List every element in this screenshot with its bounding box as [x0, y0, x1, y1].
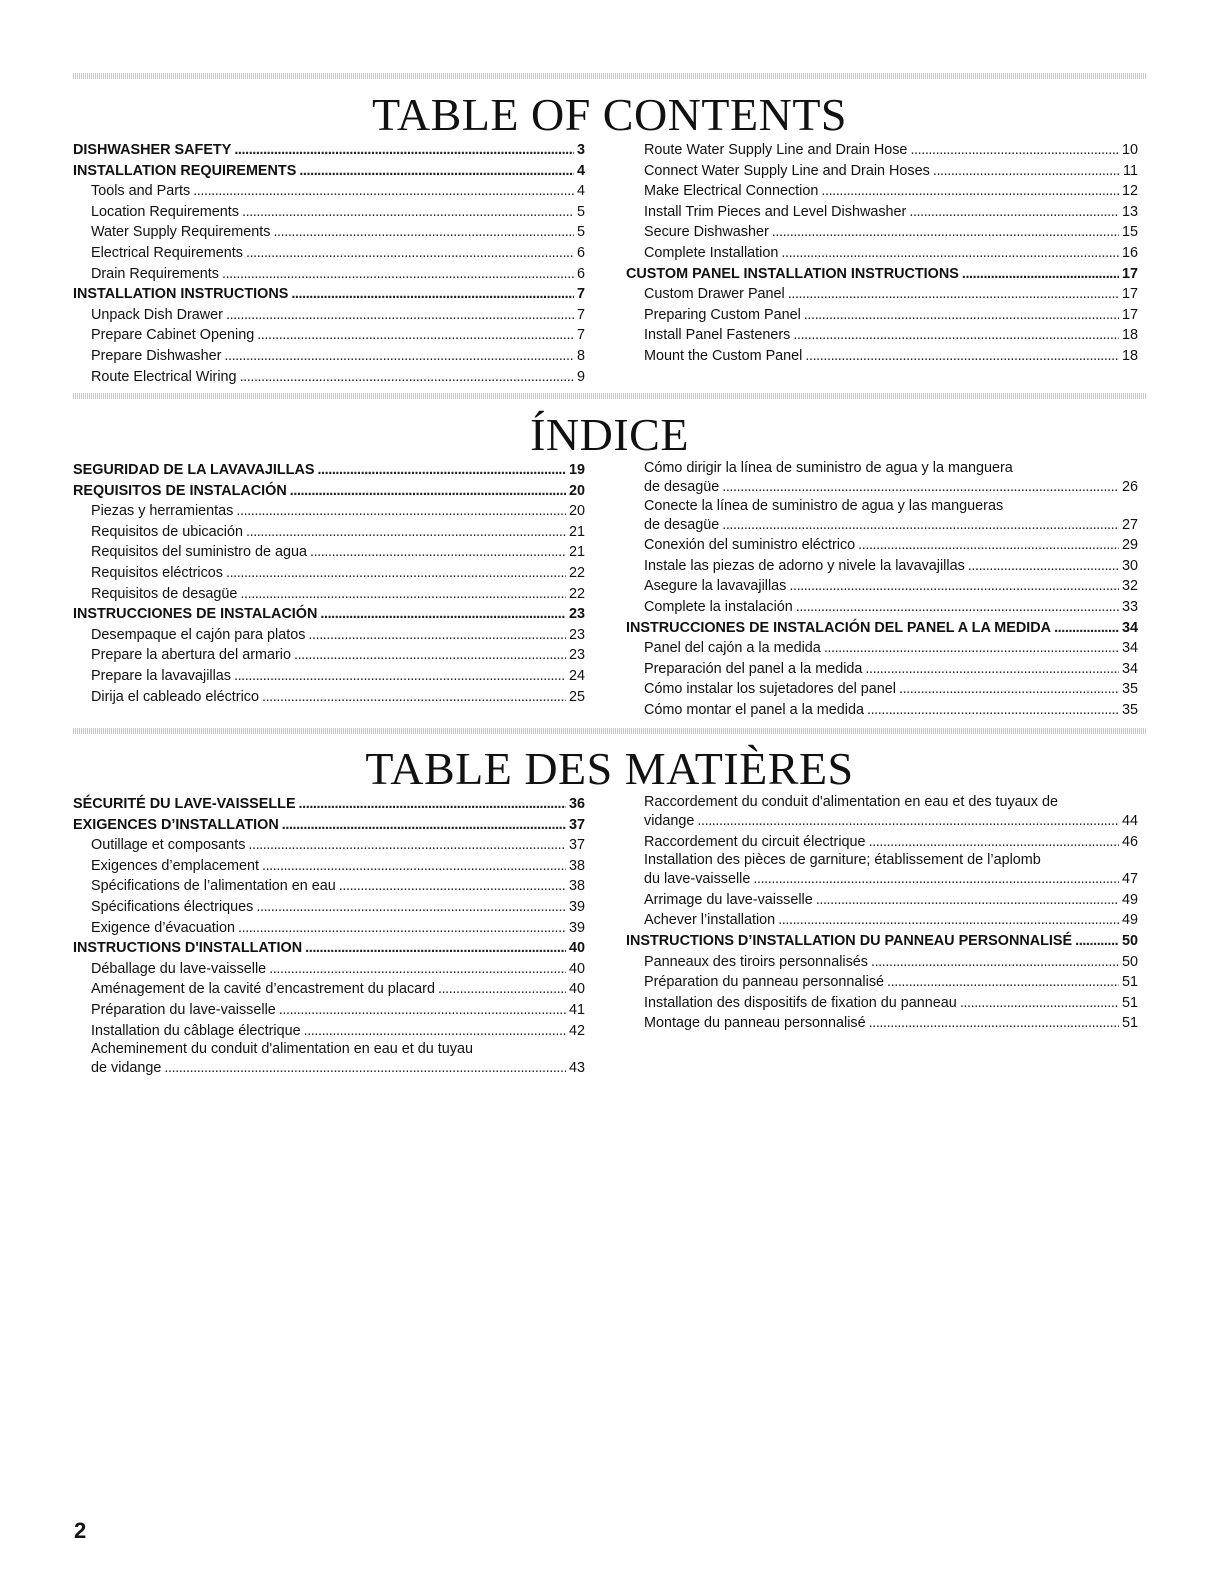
dot-leader	[234, 140, 574, 161]
dot-leader	[234, 666, 566, 687]
toc-entry-label: Make Electrical Connection	[644, 183, 819, 200]
toc-entry[interactable]	[73, 501, 585, 522]
toc-entry-page: 40	[568, 940, 585, 957]
toc-section-entry[interactable]	[626, 931, 1138, 952]
toc-entry-label: Instale las piezas de adorno y nivele la lavavajillas	[644, 557, 965, 574]
toc-entry[interactable]	[626, 869, 1138, 890]
toc-entry-label: Route Water Supply Line and Drain Hose	[644, 142, 908, 158]
dot-leader	[238, 918, 566, 939]
toc-entry[interactable]	[626, 832, 1138, 853]
toc-entry-label: DISHWASHER SAFETY	[73, 142, 232, 158]
toc-entry-page: 49	[1121, 912, 1138, 929]
toc-entry-label: Route Electrical Wiring	[91, 368, 237, 385]
toc-column-left	[73, 140, 585, 387]
dot-leader	[869, 832, 1119, 853]
dot-leader	[697, 811, 1119, 832]
toc-entry[interactable]	[626, 325, 1138, 346]
toc-entry-label: Arrimage du lave-vaisselle	[644, 891, 813, 908]
toc-entry-label: du lave-vaisselle	[644, 871, 751, 888]
toc-entry-page: 38	[568, 878, 585, 895]
toc-entry-label: Prepare Cabinet Opening	[91, 327, 255, 344]
toc-entry-page: 11	[1123, 162, 1138, 179]
toc-entry-page: 36	[568, 796, 585, 812]
toc-entry-label: Water Supply Requirements	[91, 224, 271, 241]
toc-entry-label: Prepare la lavavajillas	[91, 667, 231, 684]
toc-entry-page: 4	[576, 162, 585, 179]
toc-entry-label: Cómo instalar los sujetadores del panel	[644, 681, 896, 698]
toc-section-entry[interactable]	[73, 815, 585, 836]
toc-entry[interactable]	[73, 959, 585, 980]
toc-entry-page: 46	[1121, 833, 1138, 850]
toc-entry-page: 39	[568, 919, 585, 936]
dot-leader	[317, 460, 566, 481]
dot-leader	[222, 264, 574, 285]
toc-entry[interactable]	[626, 346, 1138, 367]
toc-entry-label: INSTALLATION INSTRUCTIONS	[73, 286, 289, 303]
toc-entry[interactable]	[73, 625, 585, 646]
toc-entry-page: 39	[568, 898, 585, 915]
toc-column-right	[626, 794, 1138, 1034]
toc-entry-page: 40	[568, 960, 585, 977]
toc-entry-page: 47	[1121, 871, 1138, 888]
toc-entry[interactable]	[626, 1013, 1138, 1034]
toc-entry[interactable]	[73, 687, 585, 708]
dot-leader	[962, 264, 1119, 285]
toc-entry-label: Raccordement du circuit électrique	[644, 833, 866, 850]
toc-entry[interactable]	[73, 522, 585, 543]
section-title: TABLE OF CONTENTS	[371, 89, 848, 140]
toc-entry-page: 51	[1121, 1015, 1138, 1032]
toc-entry-page: 21	[568, 544, 585, 561]
toc-entry-page: 33	[1121, 598, 1138, 615]
toc-entry[interactable]	[626, 477, 1138, 498]
dot-leader	[290, 481, 566, 502]
toc-entry[interactable]	[626, 952, 1138, 973]
toc-entry[interactable]	[626, 202, 1138, 223]
dot-leader	[867, 700, 1119, 721]
toc-entry-label: Aménagement de la cavité d’encastrement du placard	[91, 981, 435, 998]
toc-entry-page: 37	[568, 816, 585, 833]
toc-entry-page: 49	[1121, 891, 1138, 908]
toc-entry[interactable]	[626, 679, 1138, 700]
toc-entry-page: 23	[568, 626, 585, 643]
dot-leader	[262, 856, 566, 877]
toc-entry-label: INSTALLATION REQUIREMENTS	[73, 162, 297, 179]
toc-entry-page: 18	[1121, 347, 1138, 364]
toc-entry-label: Unpack Dish Drawer	[91, 306, 223, 323]
toc-entry-page: 24	[568, 667, 585, 684]
toc-section-entry[interactable]	[73, 284, 585, 305]
toc-entry[interactable]	[73, 835, 585, 856]
dot-leader	[248, 835, 566, 856]
dot-leader	[310, 542, 566, 563]
toc-entry-page: 23	[568, 606, 585, 623]
toc-entry[interactable]	[626, 140, 1138, 161]
toc-entry-label: Mount the Custom Panel	[644, 347, 803, 364]
toc-entry-label: Exigence d’évacuation	[91, 919, 236, 936]
toc-entry-page: 8	[576, 347, 585, 364]
toc-entry-label: EXIGENCES D’INSTALLATION	[73, 816, 279, 833]
toc-entry[interactable]	[73, 542, 585, 563]
dot-leader	[294, 645, 566, 666]
toc-entry[interactable]	[626, 597, 1138, 618]
toc-entry-page: 17	[1121, 265, 1138, 282]
toc-entry-page: 50	[1121, 953, 1138, 970]
toc-entry-label: vidange	[644, 813, 695, 829]
toc-entry-label: de desagüe	[644, 516, 720, 533]
toc-entry-page: 32	[1121, 578, 1138, 595]
dot-leader	[772, 222, 1119, 243]
toc-entry[interactable]	[73, 243, 585, 264]
toc-entry-page: 34	[1121, 619, 1138, 636]
dot-leader	[339, 876, 566, 897]
dot-leader	[788, 284, 1119, 305]
dot-leader	[805, 346, 1119, 367]
toc-entry-label: Installation du câblage électrique	[91, 1022, 301, 1039]
toc-column-right	[626, 460, 1138, 721]
dot-leader	[279, 1000, 566, 1021]
toc-entry-label: Montage du panneau personnalisé	[644, 1015, 866, 1032]
section-rule	[73, 728, 1146, 734]
dot-leader	[804, 305, 1119, 326]
toc-entry-page: 50	[1121, 932, 1138, 949]
toc-entry[interactable]	[626, 910, 1138, 931]
toc-entry-page: 20	[568, 503, 585, 520]
dot-leader	[282, 815, 566, 836]
toc-entry-label: Secure Dishwasher	[644, 224, 769, 241]
toc-entry-page: 44	[1121, 813, 1138, 829]
dot-leader	[240, 584, 566, 605]
toc-entry-page: 21	[568, 523, 585, 540]
dot-leader	[871, 952, 1119, 973]
toc-entry[interactable]	[626, 305, 1138, 326]
toc-entry-page: 38	[568, 857, 585, 874]
toc-entry-label: Spécifications de l’alimentation en eau	[91, 878, 336, 895]
toc-entry[interactable]	[73, 264, 585, 285]
toc-entry[interactable]	[626, 972, 1138, 993]
page-number: 2	[74, 1518, 87, 1543]
toc-entry[interactable]	[626, 993, 1138, 1014]
dot-leader	[257, 325, 574, 346]
toc-entry[interactable]	[626, 556, 1138, 577]
dot-leader	[1075, 931, 1119, 952]
toc-entry-page: 7	[576, 286, 585, 303]
toc-column-right	[626, 140, 1138, 367]
toc-entry-label: Preparación del panel a la medida	[644, 660, 863, 677]
toc-entry-page: 10	[1121, 142, 1138, 158]
dot-leader	[299, 161, 574, 182]
toc-section-entry[interactable]	[73, 140, 585, 161]
toc-entry-label: INSTRUCTIONS D'INSTALLATION	[73, 940, 303, 957]
toc-entry-page: 51	[1121, 994, 1138, 1011]
toc-entry[interactable]	[73, 645, 585, 666]
dot-leader	[226, 305, 574, 326]
toc-entry[interactable]	[626, 181, 1138, 202]
dot-leader	[722, 515, 1119, 536]
toc-entry[interactable]	[73, 1021, 585, 1042]
toc-entry[interactable]	[73, 325, 585, 346]
dot-leader	[909, 202, 1119, 223]
toc-entry-page: 34	[1121, 640, 1138, 657]
toc-entry[interactable]	[73, 563, 585, 584]
dot-leader	[320, 604, 566, 625]
toc-entry[interactable]	[626, 243, 1138, 264]
dot-leader	[753, 869, 1119, 890]
toc-entry[interactable]	[626, 638, 1138, 659]
toc-entry-page: 41	[568, 1001, 585, 1018]
dot-leader	[960, 993, 1119, 1014]
dot-leader	[240, 367, 574, 388]
toc-entry-label: Achever l’installation	[644, 912, 776, 929]
dot-leader	[1054, 618, 1119, 639]
toc-entry-label: Requisitos de ubicación	[91, 523, 243, 540]
toc-section-entry[interactable]	[73, 460, 585, 481]
dot-leader	[224, 346, 574, 367]
toc-entry-label: SEGURIDAD DE LA LAVAVAJILLAS	[73, 462, 315, 478]
toc-entry[interactable]	[73, 918, 585, 939]
dot-leader	[164, 1058, 566, 1079]
toc-entry[interactable]	[626, 659, 1138, 680]
dot-leader	[226, 563, 566, 584]
toc-entry[interactable]	[73, 979, 585, 1000]
toc-entry[interactable]	[73, 856, 585, 877]
toc-entry-line: Cómo dirigir la línea de suministro de agua y la manguera	[644, 460, 1013, 476]
toc-entry-page: 6	[576, 244, 585, 261]
section-rule	[73, 73, 1146, 79]
dot-leader	[781, 243, 1119, 264]
dot-leader	[796, 597, 1119, 618]
toc-entry-label: Connect Water Supply Line and Drain Hoses	[644, 162, 930, 179]
toc-entry-label: Prepare la abertura del armario	[91, 647, 291, 664]
dot-leader	[304, 1021, 566, 1042]
dot-leader	[269, 959, 566, 980]
toc-section-entry[interactable]	[73, 604, 585, 625]
toc-entry-label: Preparing Custom Panel	[644, 306, 801, 323]
toc-entry-page: 7	[576, 306, 585, 323]
toc-entry[interactable]	[626, 535, 1138, 556]
dot-leader	[438, 979, 566, 1000]
toc-section-entry[interactable]	[73, 938, 585, 959]
toc-entry-label: Préparation du lave-vaisselle	[91, 1001, 276, 1018]
toc-entry[interactable]	[626, 576, 1138, 597]
dot-leader	[899, 679, 1119, 700]
toc-entry-page: 19	[568, 462, 585, 478]
toc-entry[interactable]	[73, 181, 585, 202]
toc-entry-label: Complete la instalación	[644, 598, 793, 615]
toc-entry-page: 25	[568, 688, 585, 705]
dot-leader	[256, 897, 566, 918]
toc-entry-label: REQUISITOS DE INSTALACIÓN	[73, 482, 287, 499]
dot-leader	[865, 659, 1119, 680]
toc-entry-page: 13	[1121, 203, 1138, 220]
section-title: ÍNDICE	[530, 409, 689, 460]
toc-entry-page: 43	[568, 1060, 585, 1077]
toc-entry-page: 22	[568, 585, 585, 602]
toc-entry-label: Requisitos eléctricos	[91, 564, 223, 581]
toc-entry-label: Spécifications électriques	[91, 898, 254, 915]
toc-entry-page: 18	[1121, 327, 1138, 344]
toc-entry[interactable]	[626, 811, 1138, 832]
toc-entry[interactable]	[73, 1058, 585, 1079]
dot-leader	[933, 161, 1120, 182]
toc-entry-label: SÉCURITÉ DU LAVE-VAISSELLE	[73, 796, 296, 812]
toc-entry-line: Raccordement du conduit d'alimentation en eau et des tuyaux de	[644, 794, 1058, 810]
toc-entry[interactable]	[626, 222, 1138, 243]
toc-entry-label: Prepare Dishwasher	[91, 347, 222, 364]
toc-entry-page: 27	[1121, 516, 1138, 533]
toc-entry-label: CUSTOM PANEL INSTALLATION INSTRUCTIONS	[626, 265, 959, 282]
toc-entry-line: Installation des pièces de garniture; établissement de l’aplomb	[644, 852, 1041, 869]
toc-section-entry[interactable]	[73, 481, 585, 502]
toc-entry-label: Desempaque el cajón para platos	[91, 626, 306, 643]
toc-entry[interactable]	[73, 1000, 585, 1021]
toc-entry-label: Tools and Parts	[91, 183, 191, 200]
dot-leader	[242, 202, 574, 223]
dot-leader	[299, 794, 566, 815]
toc-entry-label: Piezas y herramientas	[91, 503, 234, 520]
toc-entry-page: 35	[1121, 701, 1138, 718]
toc-entry-page: 40	[568, 981, 585, 998]
dot-leader	[262, 687, 566, 708]
dot-leader	[246, 243, 574, 264]
toc-entry[interactable]	[73, 584, 585, 605]
toc-entry-label: Panel del cajón a la medida	[644, 640, 821, 657]
dot-leader	[193, 181, 574, 202]
toc-entry-page: 16	[1121, 244, 1138, 261]
toc-entry-label: Complete Installation	[644, 244, 779, 261]
toc-entry-line: Conecte la línea de suministro de agua y las mangueras	[644, 497, 1004, 514]
toc-entry-label: Requisitos del suministro de agua	[91, 544, 307, 561]
toc-entry-page: 20	[568, 482, 585, 499]
toc-entry-label: Conexión del suministro eléctrico	[644, 537, 856, 554]
toc-entry-page: 23	[568, 647, 585, 664]
toc-entry-page: 15	[1121, 224, 1138, 241]
dot-leader	[291, 284, 574, 305]
toc-entry-page: 51	[1121, 974, 1138, 991]
toc-entry-label: Install Panel Fasteners	[644, 327, 791, 344]
dot-leader	[793, 325, 1119, 346]
toc-column-left	[73, 460, 585, 707]
toc-entry-page: 9	[576, 368, 585, 385]
toc-section-entry[interactable]	[73, 161, 585, 182]
dot-leader	[246, 522, 566, 543]
toc-entry-label: INSTRUCCIONES DE INSTALACIÓN	[73, 606, 318, 623]
dot-leader	[236, 501, 566, 522]
dot-leader	[273, 222, 574, 243]
toc-section-entry[interactable]	[73, 794, 585, 815]
toc-entry-label: Drain Requirements	[91, 265, 219, 282]
toc-entry-label: Cómo montar el panel a la medida	[644, 701, 864, 718]
toc-column-left	[73, 794, 585, 1079]
toc-entry[interactable]	[626, 161, 1138, 182]
toc-entry[interactable]	[626, 284, 1138, 305]
dot-leader	[308, 625, 566, 646]
toc-entry-page: 17	[1121, 306, 1138, 323]
toc-entry[interactable]	[626, 515, 1138, 536]
toc-entry[interactable]	[73, 346, 585, 367]
toc-entry[interactable]	[73, 876, 585, 897]
toc-section-entry[interactable]	[626, 264, 1138, 285]
dot-leader	[910, 140, 1119, 161]
section-rule	[73, 393, 1146, 399]
toc-entry-page: 5	[576, 203, 585, 220]
toc-entry-label: de desagüe	[644, 479, 720, 495]
toc-entry[interactable]	[73, 897, 585, 918]
dot-leader	[789, 576, 1119, 597]
toc-entry-label: Installation des dispositifs de fixation du panneau	[644, 994, 957, 1011]
toc-entry-page: 29	[1121, 537, 1138, 554]
toc-entry-label: INSTRUCTIONS D’INSTALLATION DU PANNEAU PERSONNALISÉ	[626, 932, 1073, 949]
toc-entry-label: Asegure la lavavajillas	[644, 578, 787, 595]
dot-leader	[824, 638, 1119, 659]
toc-entry[interactable]	[73, 666, 585, 687]
dot-leader	[778, 910, 1119, 931]
toc-entry-page: 7	[576, 327, 585, 344]
toc-entry-page: 34	[1121, 660, 1138, 677]
dot-leader	[816, 890, 1119, 911]
toc-entry-line: Acheminement du conduit d'alimentation en eau et du tuyau	[91, 1041, 473, 1058]
toc-entry-page: 30	[1121, 557, 1138, 574]
dot-leader	[887, 972, 1119, 993]
toc-entry-page: 26	[1121, 479, 1138, 495]
section-title: TABLE DES MATIÈRES	[365, 743, 854, 794]
toc-entry[interactable]	[73, 202, 585, 223]
toc-entry-label: Electrical Requirements	[91, 244, 243, 261]
toc-entry-label: Custom Drawer Panel	[644, 286, 785, 303]
dot-leader	[968, 556, 1119, 577]
toc-entry-label: Déballage du lave-vaisselle	[91, 960, 267, 977]
toc-entry-page: 4	[576, 183, 585, 200]
toc-entry-page: 35	[1121, 681, 1138, 698]
toc-entry[interactable]	[73, 222, 585, 243]
toc-entry[interactable]	[73, 367, 585, 388]
toc-entry[interactable]	[626, 700, 1138, 721]
toc-entry-label: Location Requirements	[91, 203, 239, 220]
toc-entry-label: Install Trim Pieces and Level Dishwasher	[644, 203, 907, 220]
toc-entry-label: Dirija el cableado eléctrico	[91, 688, 259, 705]
dot-leader	[858, 535, 1119, 556]
toc-entry-label: Requisitos de desagüe	[91, 585, 238, 602]
toc-entry-label: Outillage et composants	[91, 837, 246, 854]
toc-entry[interactable]	[73, 305, 585, 326]
toc-entry-page: 12	[1121, 183, 1138, 200]
dot-leader	[869, 1013, 1119, 1034]
toc-entry-page: 17	[1121, 286, 1138, 303]
dot-leader	[722, 477, 1119, 498]
toc-entry-label: Exigences d’emplacement	[91, 857, 259, 874]
toc-entry-page: 37	[568, 837, 585, 854]
dot-leader	[821, 181, 1119, 202]
toc-entry[interactable]	[626, 890, 1138, 911]
toc-entry-label: Préparation du panneau personnalisé	[644, 974, 885, 991]
toc-entry-label: Panneaux des tiroirs personnalisés	[644, 953, 868, 970]
dot-leader	[305, 938, 566, 959]
toc-entry-page: 6	[576, 265, 585, 282]
toc-entry-page: 5	[576, 224, 585, 241]
toc-section-entry[interactable]	[626, 618, 1138, 639]
toc-entry-page: 42	[568, 1022, 585, 1039]
toc-entry-label: INSTRUCCIONES DE INSTALACIÓN DEL PANEL A LA MEDIDA	[626, 619, 1052, 636]
toc-entry-page: 22	[568, 564, 585, 581]
toc-entry-page: 3	[576, 142, 585, 158]
toc-entry-label: de vidange	[91, 1060, 162, 1077]
